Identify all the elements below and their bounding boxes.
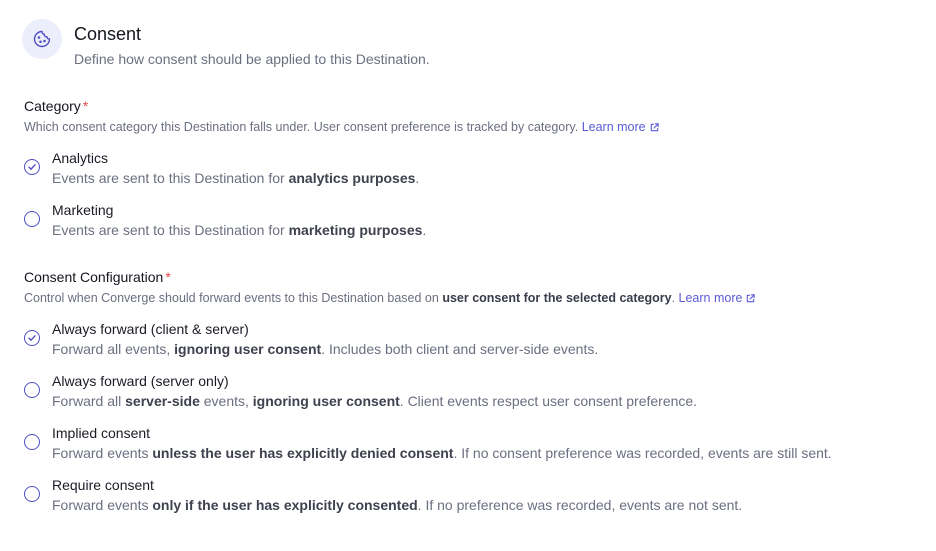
page-title: Consent: [74, 24, 142, 44]
category-description: Which consent category this Destination falls under. User consent preference is tracked by category. Learn more: [24, 119, 660, 135]
option-label: Implied consent: [52, 425, 151, 441]
category-option-analytics[interactable]: [24, 149, 419, 187]
radio-unchecked-icon[interactable]: [24, 211, 40, 227]
option-description: Events are sent to this Destination for analytics purposes.: [52, 170, 420, 186]
required-mark: *: [82, 98, 89, 114]
consent-header: [22, 19, 430, 68]
external-link-icon: [745, 293, 756, 304]
page-subtitle: Define how consent should be applied to this Destination.: [74, 51, 430, 67]
category-section: [24, 97, 660, 135]
consent-config-description: Control when Converge should forward events to this Destination based on user consent for the selected category. Learn more: [24, 290, 756, 306]
config-option-implied-consent[interactable]: [24, 424, 832, 462]
option-label: Analytics: [52, 150, 109, 166]
config-option-always-client-server[interactable]: [24, 320, 598, 358]
option-label: Marketing: [52, 202, 114, 218]
consent-config-title: Consent Configuration *: [24, 269, 171, 285]
option-label: Always forward (server only): [52, 373, 229, 389]
option-description: Events are sent to this Destination for marketing purposes.: [52, 222, 427, 238]
external-link-icon: [649, 122, 660, 133]
option-description: Forward all server-side events, ignoring user consent. Client events respect user consent preference.: [52, 393, 698, 409]
radio-unchecked-icon[interactable]: [24, 434, 40, 450]
config-option-always-server-only[interactable]: [24, 372, 697, 410]
cookie-icon: [22, 19, 62, 59]
config-option-require-consent[interactable]: [24, 476, 742, 514]
radio-checked-icon[interactable]: [24, 159, 40, 175]
category-learn-more-link[interactable]: Learn more: [582, 120, 660, 134]
option-description: Forward events only if the user has explicitly consented. If no preference was recorded, events are not sent.: [52, 497, 743, 513]
category-title: Category *: [24, 98, 89, 114]
config-learn-more-link[interactable]: Learn more: [679, 291, 757, 305]
consent-config-section: [24, 268, 756, 306]
radio-checked-icon[interactable]: [24, 330, 40, 346]
option-description: Forward events unless the user has explicitly denied consent. If no consent preference was recorded, events are still sent.: [52, 445, 832, 461]
option-label: Always forward (client & server): [52, 321, 249, 337]
radio-unchecked-icon[interactable]: [24, 486, 40, 502]
radio-unchecked-icon[interactable]: [24, 382, 40, 398]
option-label: Require consent: [52, 477, 154, 493]
option-description: Forward all events, ignoring user consent. Includes both client and server-side events.: [52, 341, 599, 357]
category-option-marketing[interactable]: [24, 201, 426, 239]
required-mark: *: [165, 269, 171, 285]
